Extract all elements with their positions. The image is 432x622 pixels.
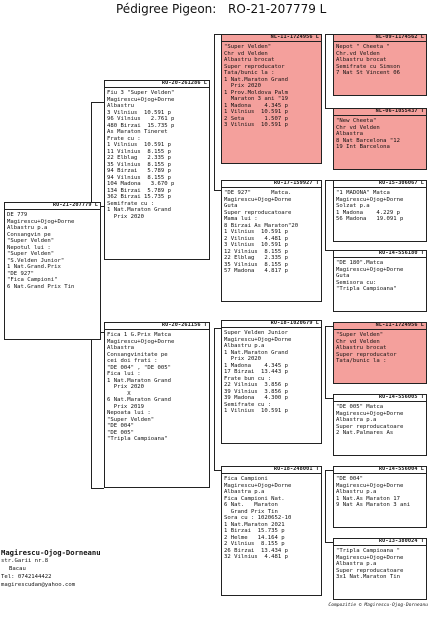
pedigree-label: Pédigree Pigeon: — [116, 2, 217, 16]
sire-dam-line: 2 Vilnius 4.481 p — [224, 235, 288, 242]
sire-sire-line: Tata/bunic la : — [224, 70, 275, 76]
sss-line: Nepot " Cheeta " — [336, 44, 390, 50]
dds-card — [333, 466, 427, 528]
main-bird-line: 6 Nat.Grand Prix Tin — [7, 283, 75, 290]
dam-dam-line: Grand Prix Tin — [224, 508, 278, 515]
sdd-line: "Tripla Campioana" — [336, 286, 397, 292]
sire-sire-ring: NL-11-1724956 L — [270, 34, 319, 40]
dam-sire-line: 1 Nat.Maraton Grand — [224, 349, 288, 356]
sds-line: Solzat p.a — [336, 203, 370, 209]
sss-ring: NL-09-1174562 L — [375, 34, 424, 40]
sss-line: 7 Nat St Vincent 06 — [336, 70, 400, 76]
ssd-line: 19 Int Barcelona — [336, 144, 390, 150]
dam-line: Fica 1 G.Prix Matca — [107, 332, 171, 338]
dds-line: 9 Nat As Maraton 3 ani — [336, 502, 411, 508]
main-bird-line: "DE 927" — [7, 270, 34, 277]
sire-dam-line: 3 Vilnius 10.591 p — [224, 242, 288, 248]
dam-sire-line: Albastru p.a — [224, 343, 265, 349]
ssd-line: Chr vd Velden — [336, 124, 380, 131]
dam-dam-line: 2 Helme 14.164 p — [224, 534, 285, 541]
dam-line: "DE 004" , "DE 005" — [107, 364, 171, 371]
dss-line: Albastru brocat — [336, 345, 387, 351]
breeder-name: Magirescu-Ojog-Dorneanu — [1, 548, 101, 557]
dam-sire-card — [221, 320, 322, 444]
sire-line: 11 Vilnius 8.155 p — [107, 148, 171, 155]
dds-line: Magirescu+Ojog+Dorne — [336, 482, 404, 489]
dss-card — [333, 322, 427, 384]
sire-dam-line: 57 Madona 4.817 p — [224, 268, 288, 274]
ddd-line: Albastra p.a — [336, 561, 377, 567]
breeder-address: str.Garii nr.8 — [1, 558, 49, 564]
sire-line: Prix 2020 — [107, 213, 145, 220]
sire-dam-line: 22 Elblag 2.335 p — [224, 255, 288, 261]
sire-line: Semifrate cu : — [107, 200, 155, 207]
dam-line: Fica lui : — [107, 371, 141, 377]
sire-line: 96 Vilnius 2.761 p — [107, 116, 175, 122]
sire-line: 134 Birzai 5.789 p — [107, 187, 171, 194]
sdd-line: Magirescu+Ojog+Dorne — [336, 266, 404, 273]
breeder-phone: Tel: 0742144422 — [1, 574, 52, 580]
dam-dam-line: 26 Birzai 13.434 p — [224, 547, 288, 554]
dds-ring: RO-14-556004 L — [378, 466, 424, 472]
dam-sire-line: 39 Madona 4.300 p — [224, 395, 288, 401]
sire-sire-card — [221, 34, 322, 164]
sire-line: As Maraton Tineret — [107, 129, 168, 135]
sire-dam-ring: RO-17-159927 T — [273, 180, 319, 186]
dam-sire-line: 1 Vilnius 10.591 p — [224, 408, 288, 414]
dam-line: "Tripla Campioana" — [107, 436, 168, 442]
main-bird-line: "Super Velden" — [7, 251, 55, 257]
dam-sire-line: 39 Vilnius 3.856 p — [224, 388, 288, 395]
dsd-line: Magirescu+Ojog+Dorne — [336, 410, 404, 417]
dam-dam-line: Fica Campioni — [224, 476, 268, 482]
dam-line: cei doi frati : — [107, 358, 158, 364]
sire-line: Fiu 3 "Super Velden" — [107, 90, 175, 96]
dam-sire-line: Frate bun cu : — [224, 375, 272, 382]
dds-line: Albastru p.a — [336, 489, 377, 495]
main-bird-line: Magirescu+Ojog+Dorne — [7, 218, 75, 225]
dam-sire-line: 1 Madona 4.345 p — [224, 362, 288, 369]
sire-dam-line: 35 Vilnius 8.155 p — [224, 261, 288, 268]
sss-card — [333, 34, 427, 96]
dss-line: Tata/bunic la : — [336, 358, 387, 364]
dss-line: Super reproducator — [336, 351, 397, 358]
sire-dam-line: Mama lui : — [224, 216, 258, 222]
dam-sire-line: Magirescu+Ojog+Dorne — [224, 336, 292, 343]
dsd-card — [333, 394, 427, 456]
dsd-line: Albastra p.a — [336, 417, 377, 423]
dam-line: "DE 005" — [107, 429, 134, 436]
sds-ring: RO-15-306067 L — [378, 180, 424, 186]
sds-line: 56 Madona 19.091 p — [336, 216, 404, 222]
dam-line: Nepoata lui : — [107, 410, 151, 416]
sire-dam-line: 12 Vilnius 8.155 p — [224, 248, 288, 255]
dam-line: 1 Nat.Maraton Grand — [107, 377, 171, 384]
main-bird-line: DE 779 — [7, 212, 28, 218]
ddd-line: Magirescu+Ojog+Dorne — [336, 554, 404, 561]
sdd-line: Guta — [336, 273, 350, 279]
sds-line: Magirescu+Ojog+Dorne — [336, 196, 404, 203]
sire-dam-line: 1 Vilnius 10.591 p — [224, 229, 288, 235]
sire-dam-line: Magirescu+Ojog+Dorne — [224, 196, 292, 203]
main-bird-line: Nepotul lui : — [7, 244, 51, 251]
main-bird-line: Consangvin pe — [7, 231, 51, 238]
sss-line: Semifrate cu Simson — [336, 63, 400, 70]
ddd-line: "Tripla Campioana " — [336, 548, 400, 554]
sss-line: Albastru brocat — [336, 57, 387, 63]
dam-line: "Super Velden" — [107, 416, 155, 423]
dss-line: "Super Velden" — [336, 332, 384, 338]
dam-sire-line: Super Velden Junior — [224, 330, 288, 336]
ssd-card — [333, 108, 427, 170]
dam-dam-line: 2 Vilnius 8.155 p — [224, 541, 285, 547]
sire-line: 35 Vilnius 8.155 p — [107, 161, 171, 168]
sire-line: 94 Birzai 5.789 p — [107, 168, 171, 174]
sire-line: 94 Vilnius 8.155 p — [107, 174, 171, 181]
ssd-line: "New Cheeta" — [336, 118, 377, 124]
dam-sire-line: Prix 2020 — [224, 356, 262, 362]
dds-line: 1 Nat.As Maraton 17 — [336, 495, 400, 502]
sire-sire-line: 1 Prov.Moldova Palm — [224, 89, 288, 96]
main-bird-line: "Fica Campioni" — [7, 277, 58, 283]
main-bird-line: "Super Velden" — [7, 238, 55, 244]
dam-dam-line: Fica Campioni Nat. — [224, 495, 285, 502]
ddd-line: 3x1 Nat.Maraton Tin — [336, 574, 400, 580]
sire-line: 480 Birzai 15.735 p — [107, 122, 175, 129]
dam-dam-line: 1 Birzai 15.735 p — [224, 528, 285, 534]
breeder-info — [1, 548, 121, 589]
page-title — [0, 2, 432, 18]
sire-sire-line: 1 Nat.Maraton Grand — [224, 76, 288, 83]
sire-sire-line: 1 Madona 4.345 p — [224, 102, 288, 109]
main-bird-line: 1 Nat.Grand.Prix — [7, 264, 61, 270]
breeder-email: magirescudan@yahoo.com — [1, 582, 76, 588]
dam-card — [104, 322, 210, 488]
dam-line: Albastra — [107, 345, 134, 351]
main-bird-card — [4, 202, 101, 340]
dam-sire-ring: RO-18-1020679 L — [270, 320, 319, 326]
dam-line: Prix 2020 — [107, 384, 145, 390]
sire-ring: RO-20-261286 L — [161, 80, 207, 86]
main-bird-line: Albastru p.a — [7, 225, 48, 231]
dam-line: X — [107, 390, 131, 397]
sire-sire-line: Albastru brocat — [224, 57, 275, 63]
dss-ring: NL-11-1724956 L — [375, 322, 424, 328]
dam-ring: RO-20-261156 T — [161, 322, 207, 328]
sire-line: 1 Vilnius 10.591 p — [107, 142, 171, 148]
sire-line: 3 Vilnius 10.591 p — [107, 109, 171, 116]
dam-sire-line: 17 Birzai 13.443 p — [224, 369, 288, 375]
ddd-card — [333, 538, 427, 600]
sire-card — [104, 80, 210, 260]
footer-credit: Compozitie © Magirescu-Ojog-Dorneanu — [328, 603, 428, 608]
sire-line: 362 Birzai 15.735 p — [107, 194, 171, 200]
dsd-line: Super reproducatoare — [336, 423, 404, 430]
dam-sire-line: Semifrate cu : — [224, 401, 272, 408]
dam-dam-line: Magirescu+Ojog+Dorne — [224, 482, 292, 489]
dam-dam-ring: RO-18-248001 T — [273, 466, 319, 472]
ddd-ring: RO-13-380024 T — [378, 538, 424, 544]
sire-sire-line: 2 Seta 1.507 p — [224, 115, 288, 122]
sdd-ring: RO-14-556180 T — [378, 250, 424, 256]
ssd-line: Albastra — [336, 131, 363, 137]
sire-line: Albastru — [107, 103, 134, 109]
sire-dam-line: 8 Birzai As Maraton"20 — [224, 222, 299, 229]
main-bird-ring: RO-21-207779 L — [52, 202, 98, 208]
sire-sire-line: Maraton 3 ani "19 — [224, 96, 288, 102]
dds-line: "DE 004" — [336, 476, 363, 482]
dam-dam-line: Albastra p.a — [224, 489, 265, 495]
dam-line: Consangvinitate pe — [107, 351, 168, 358]
sire-line: 22 Elblag 2.335 p — [107, 155, 171, 161]
dam-dam-line: 6 Nat. Maraton — [224, 502, 278, 508]
dsd-ring: RO-14-556005 T — [378, 394, 424, 400]
dam-line: Magirescu+Ojog+Dorne — [107, 338, 175, 345]
main-bird-line: "S.Velden Junior" — [7, 257, 65, 264]
dam-line: "DE 004" — [107, 423, 134, 429]
sdd-line: Semisora cu: — [336, 279, 377, 286]
sds-line: "1 MADONA" Matca — [336, 190, 390, 196]
dsd-line: "DE 005" Matca — [336, 404, 384, 410]
sire-line: Frate cu : — [107, 135, 141, 142]
sire-sire-line: "Super Velden" — [224, 44, 272, 50]
ssd-line: 8 Nat Barcelona "12 — [336, 137, 400, 144]
dam-line: 6 Nat.Maraton Grand — [107, 397, 171, 403]
dam-line: Prix 2019 — [107, 403, 145, 410]
sire-sire-line: Prix 2020 — [224, 83, 262, 89]
main-ring-number: RO-21-207779 L — [228, 2, 327, 16]
sire-sire-line: 1 Vilnius 10.591 p — [224, 109, 288, 115]
dsd-line: 2 Nat.Palmares As — [336, 430, 394, 436]
dam-dam-card — [221, 466, 322, 596]
sds-line: 1 Madona 4.229 p — [336, 209, 400, 216]
dam-sire-line: 22 Vilnius 3.856 p — [224, 382, 288, 388]
sds-card — [333, 180, 427, 242]
dam-dam-line: 1 Nat.Maraton 2021 — [224, 521, 285, 528]
sdd-card — [333, 250, 427, 312]
breeder-city: Bacau — [9, 566, 26, 572]
dam-dam-line: 32 Vilnius 4.481 p — [224, 554, 288, 560]
sire-sire-line: 3 Vilnius 10.591 p — [224, 122, 288, 128]
sire-line: 104 Madona 3.670 p — [107, 181, 175, 187]
sire-line: 1 Nat.Maraton Grand — [107, 207, 171, 213]
sire-dam-line: Guta — [224, 203, 238, 209]
sire-line: Magirescu+Ojog+Dorne — [107, 96, 175, 103]
sire-dam-card — [221, 180, 322, 302]
ssd-ring: NL-06-1055437 T — [375, 108, 424, 114]
sss-line: Chr.vd Velden — [336, 50, 380, 57]
sdd-line: "DE 180".Matca — [336, 260, 384, 266]
dam-dam-line: Sora cu : 1020652-10 — [224, 515, 292, 521]
sire-dam-line: "DE 927" Matca. — [224, 190, 292, 196]
sire-dam-line: Super reproducatoare — [224, 209, 292, 216]
dss-line: Chr vd Velden — [336, 338, 380, 345]
sire-sire-line: Super reproducator — [224, 63, 285, 70]
ddd-line: Super reproducatoare — [336, 567, 404, 574]
sire-sire-line: Chr vd Velden — [224, 50, 268, 57]
